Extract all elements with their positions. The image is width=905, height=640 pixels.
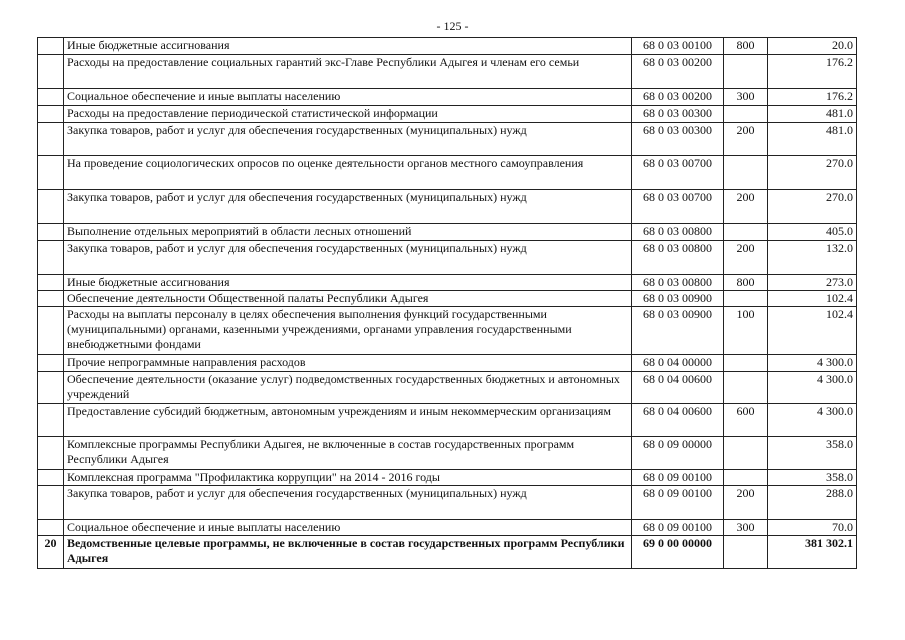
expense-type-cell <box>724 156 768 190</box>
expense-name-cell: Обеспечение деятельности (оказание услуг) подведомственных государственных бюджетных и автономных учреждений <box>64 372 632 404</box>
target-article-code-cell: 68 0 03 00800 <box>632 241 724 275</box>
amount-cell: 4 300.0 <box>768 372 857 404</box>
expense-name-cell: Социальное обеспечение и иные выплаты населению <box>64 89 632 106</box>
expense-type-cell <box>724 55 768 89</box>
expense-type-cell <box>724 536 768 569</box>
row-number-cell <box>38 307 64 355</box>
row-number-cell <box>38 437 64 470</box>
target-article-code-cell: 68 0 03 00900 <box>632 307 724 355</box>
expense-name-cell: Выполнение отдельных мероприятий в области лесных отношений <box>64 224 632 241</box>
table-row <box>38 241 857 275</box>
budget-table-body <box>38 38 857 569</box>
amount-cell: 176.2 <box>768 55 857 89</box>
amount-cell: 70.0 <box>768 520 857 536</box>
target-article-code-cell: 68 0 03 00200 <box>632 89 724 106</box>
amount-cell: 102.4 <box>768 291 857 307</box>
target-article-code-cell: 68 0 03 00800 <box>632 275 724 291</box>
table-row <box>38 291 857 307</box>
expense-type-cell <box>724 106 768 123</box>
table-row <box>38 38 857 55</box>
target-article-code-cell: 68 0 03 00700 <box>632 190 724 224</box>
table-row <box>38 486 857 520</box>
row-number-cell <box>38 89 64 106</box>
expense-type-cell: 300 <box>724 520 768 536</box>
target-article-code-cell: 68 0 03 00800 <box>632 224 724 241</box>
expense-name-cell: Иные бюджетные ассигнования <box>64 275 632 291</box>
amount-cell: 176.2 <box>768 89 857 106</box>
budget-table <box>37 37 857 569</box>
table-row <box>38 89 857 106</box>
amount-cell: 358.0 <box>768 437 857 470</box>
target-article-code-cell: 68 0 04 00000 <box>632 355 724 372</box>
expense-name-cell: Иные бюджетные ассигнования <box>64 38 632 55</box>
expense-name-cell: Обеспечение деятельности Общественной палаты Республики Адыгея <box>64 291 632 307</box>
row-number-cell <box>38 224 64 241</box>
expense-name-cell: Комплексная программа "Профилактика коррупции" на 2014 - 2016 годы <box>64 470 632 486</box>
amount-cell: 102.4 <box>768 307 857 355</box>
expense-type-cell: 200 <box>724 123 768 156</box>
expense-name-cell: Комплексные программы Республики Адыгея, не включенные в состав государственных программ Республики Адыгея <box>64 437 632 470</box>
table-row <box>38 190 857 224</box>
target-article-code-cell: 68 0 09 00000 <box>632 437 724 470</box>
row-number-cell: 20 <box>38 536 64 569</box>
page-number: - 125 - <box>436 19 469 33</box>
row-number-cell <box>38 372 64 404</box>
target-article-code-cell: 68 0 04 00600 <box>632 372 724 404</box>
table-row <box>38 404 857 437</box>
expense-name-cell: Расходы на предоставление социальных гарантий экс-Главе Республики Адыгея и членам его семьи <box>64 55 632 89</box>
row-number-cell <box>38 156 64 190</box>
table-row <box>38 470 857 486</box>
row-number-cell <box>38 291 64 307</box>
amount-cell: 381 302.1 <box>768 536 857 569</box>
expense-name-cell: Закупка товаров, работ и услуг для обеспечения государственных (муниципальных) нужд <box>64 190 632 224</box>
row-number-cell <box>38 55 64 89</box>
table-row <box>38 520 857 536</box>
target-article-code-cell: 68 0 03 00900 <box>632 291 724 307</box>
table-row <box>38 437 857 470</box>
expense-name-cell: Расходы на выплаты персоналу в целях обеспечения выполнения функций государственными (муниципальными) органами, казенными учреждениями, органами управления государственными внебюджетными фондами <box>64 307 632 355</box>
table-row <box>38 123 857 156</box>
expense-name-cell: Закупка товаров, работ и услуг для обеспечения государственных (муниципальных) нужд <box>64 123 632 156</box>
amount-cell: 4 300.0 <box>768 355 857 372</box>
expense-name-cell: Предоставление субсидий бюджетным, автономным учреждениям и иным некоммерческим организациям <box>64 404 632 437</box>
target-article-code-cell: 68 0 09 00100 <box>632 486 724 520</box>
table-row <box>38 106 857 123</box>
expense-type-cell <box>724 224 768 241</box>
expense-name-cell: Закупка товаров, работ и услуг для обеспечения государственных (муниципальных) нужд <box>64 241 632 275</box>
expense-type-cell: 800 <box>724 275 768 291</box>
row-number-cell <box>38 520 64 536</box>
expense-type-cell <box>724 355 768 372</box>
row-number-cell <box>38 106 64 123</box>
amount-cell: 288.0 <box>768 486 857 520</box>
expense-name-cell: Расходы на предоставление периодической статистической информации <box>64 106 632 123</box>
target-article-code-cell: 68 0 09 00100 <box>632 470 724 486</box>
amount-cell: 358.0 <box>768 470 857 486</box>
row-number-cell <box>38 38 64 55</box>
row-number-cell <box>38 190 64 224</box>
row-number-cell <box>38 470 64 486</box>
expense-type-cell: 800 <box>724 38 768 55</box>
expense-type-cell <box>724 470 768 486</box>
expense-name-cell: Ведомственные целевые программы, не включенные в состав государственных программ Республики Адыгея <box>64 536 632 569</box>
target-article-code-cell: 68 0 09 00100 <box>632 520 724 536</box>
amount-cell: 481.0 <box>768 106 857 123</box>
target-article-code-cell: 68 0 03 00100 <box>632 38 724 55</box>
expense-type-cell <box>724 291 768 307</box>
target-article-code-cell: 68 0 03 00700 <box>632 156 724 190</box>
amount-cell: 20.0 <box>768 38 857 55</box>
expense-name-cell: Прочие непрограммные направления расходов <box>64 355 632 372</box>
table-row <box>38 156 857 190</box>
row-number-cell <box>38 241 64 275</box>
expense-type-cell: 300 <box>724 89 768 106</box>
row-number-cell <box>38 123 64 156</box>
row-number-cell <box>38 486 64 520</box>
expense-type-cell: 600 <box>724 404 768 437</box>
amount-cell: 4 300.0 <box>768 404 857 437</box>
row-number-cell <box>38 355 64 372</box>
amount-cell: 270.0 <box>768 156 857 190</box>
row-number-cell <box>38 275 64 291</box>
table-row <box>38 355 857 372</box>
target-article-code-cell: 68 0 03 00300 <box>632 123 724 156</box>
expense-type-cell: 100 <box>724 307 768 355</box>
target-article-code-cell: 68 0 04 00600 <box>632 404 724 437</box>
target-article-code-cell: 69 0 00 00000 <box>632 536 724 569</box>
expense-type-cell <box>724 372 768 404</box>
row-number-cell <box>38 404 64 437</box>
table-row <box>38 307 857 355</box>
amount-cell: 132.0 <box>768 241 857 275</box>
amount-cell: 273.0 <box>768 275 857 291</box>
amount-cell: 405.0 <box>768 224 857 241</box>
table-row <box>38 224 857 241</box>
target-article-code-cell: 68 0 03 00300 <box>632 106 724 123</box>
expense-name-cell: Закупка товаров, работ и услуг для обеспечения государственных (муниципальных) нужд <box>64 486 632 520</box>
target-article-code-cell: 68 0 03 00200 <box>632 55 724 89</box>
expense-name-cell: Социальное обеспечение и иные выплаты населению <box>64 520 632 536</box>
expense-name-cell: На проведение социологических опросов по оценке деятельности органов местного самоуправления <box>64 156 632 190</box>
amount-cell: 270.0 <box>768 190 857 224</box>
table-row <box>38 275 857 291</box>
table-row <box>38 536 857 569</box>
table-row <box>38 372 857 404</box>
amount-cell: 481.0 <box>768 123 857 156</box>
expense-type-cell: 200 <box>724 190 768 224</box>
expense-type-cell: 200 <box>724 241 768 275</box>
table-row <box>38 55 857 89</box>
expense-type-cell: 200 <box>724 486 768 520</box>
expense-type-cell <box>724 437 768 470</box>
